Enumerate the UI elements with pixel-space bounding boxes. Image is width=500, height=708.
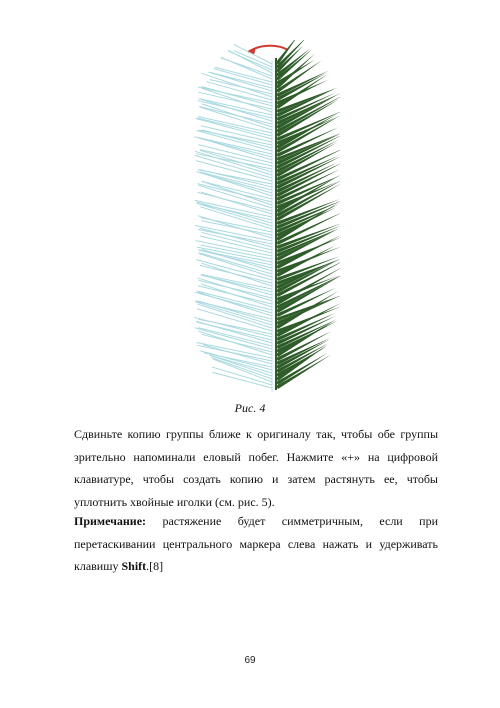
ghost-needle bbox=[200, 107, 272, 130]
ghost-needle bbox=[198, 229, 272, 244]
spruce-branch-figure bbox=[190, 40, 340, 400]
ghost-needles-group bbox=[194, 44, 272, 388]
note-reference: .[8] bbox=[146, 559, 164, 573]
page-number: 69 bbox=[244, 655, 256, 666]
ghost-needle bbox=[196, 202, 272, 223]
ghost-needle bbox=[201, 274, 272, 289]
ghost-needle bbox=[201, 99, 272, 121]
ghost-needle bbox=[196, 241, 272, 256]
shift-key-label: Shift bbox=[121, 559, 147, 573]
figure-caption: Рис. 4 bbox=[234, 401, 266, 415]
ghost-needle bbox=[196, 302, 272, 325]
ghost-needle bbox=[198, 117, 272, 133]
green-needles-group bbox=[276, 40, 340, 389]
ghost-needle bbox=[210, 355, 272, 376]
spruce-branch-illustration bbox=[190, 40, 340, 400]
ghost-needle bbox=[202, 275, 272, 295]
paragraph-instructions: Сдвиньте копию группы ближе к оригиналу так, чтобы обе группы зрительно напоминали еловый побег. Нажмите «+» на цифровой клавиатуре, чтобы создать копию и затем растянуть ее, чтобы уплотнить хвойные иголки (см. рис. 5). bbox=[74, 427, 438, 509]
note-text: растяжение будет симметричным, если при перетаскивании центрального маркера слева нажать и удерживать клавишу bbox=[74, 514, 438, 573]
paragraph-note bbox=[74, 510, 438, 578]
ghost-needle bbox=[197, 342, 272, 358]
ghost-needle bbox=[202, 130, 272, 148]
note-label: Примечание: bbox=[74, 514, 147, 528]
ghost-needle bbox=[234, 44, 272, 64]
ghost-needle bbox=[212, 372, 272, 388]
ghost-needle bbox=[215, 67, 272, 82]
